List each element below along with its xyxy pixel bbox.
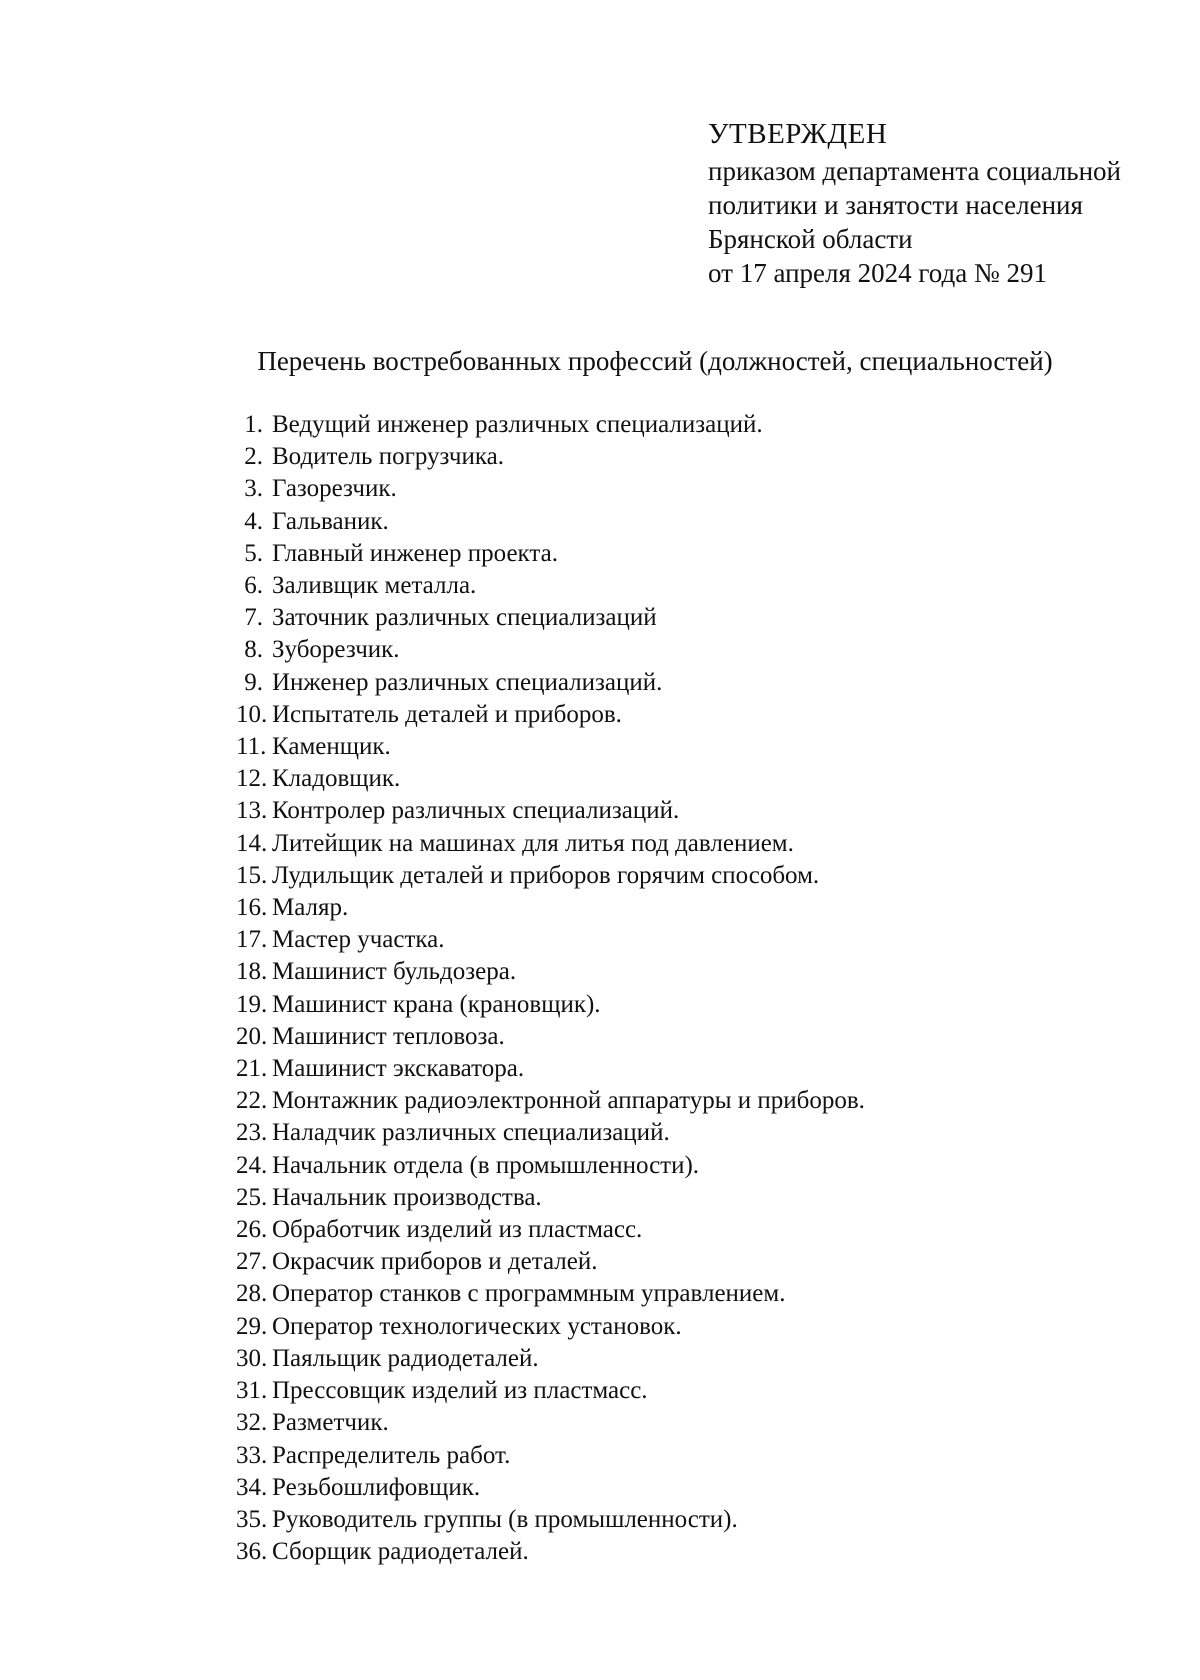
list-item-text: Машинист экскаватора. xyxy=(272,1055,525,1083)
list-item-number: 9. xyxy=(244,668,263,696)
list-item xyxy=(236,538,865,570)
list-item-text: Водитель погрузчика. xyxy=(272,443,504,471)
list-item-text: Машинист бульдозера. xyxy=(272,958,517,986)
list-item-number: 1. xyxy=(244,411,263,438)
approval-line: приказом департамента социальной xyxy=(708,156,1122,186)
profession-list xyxy=(236,409,865,1568)
list-item xyxy=(236,989,865,1021)
list-item-text: Начальник производства. xyxy=(272,1183,542,1211)
list-item-number: 14. xyxy=(236,829,268,857)
list-item-text: Контролер различных специализаций. xyxy=(272,797,680,825)
list-item xyxy=(236,1278,865,1310)
list-item xyxy=(236,892,865,924)
list-item-number: 6. xyxy=(244,572,263,600)
list-item-number: 27. xyxy=(236,1248,268,1276)
list-item-number: 17. xyxy=(236,926,268,954)
list-item xyxy=(236,1343,865,1375)
list-item-text: Зуборезчик. xyxy=(272,636,400,664)
list-item-text: Маляр. xyxy=(272,894,349,922)
list-item xyxy=(236,634,865,666)
document-title: Перечень востребованных профессий (должностей, специальностей) xyxy=(257,346,1053,376)
list-item-text: Газорезчик. xyxy=(272,475,397,503)
list-item-number: 12. xyxy=(236,765,268,793)
list-item-number: 7. xyxy=(244,604,263,632)
list-item xyxy=(236,1311,865,1343)
list-item-text: Заточник различных специализаций xyxy=(272,604,657,632)
list-item xyxy=(236,506,865,538)
list-item-text: Машинист тепловоза. xyxy=(272,1022,505,1050)
list-item xyxy=(236,763,865,795)
list-item xyxy=(236,1504,865,1536)
list-item xyxy=(236,1214,865,1246)
list-item xyxy=(236,473,865,505)
list-item-text: Резьбошлифовщик. xyxy=(272,1473,481,1501)
list-item-number: 11. xyxy=(236,733,267,761)
list-item-text: Распределитель работ. xyxy=(272,1441,511,1469)
list-item-number: 8. xyxy=(244,636,263,664)
list-item-text: Разметчик. xyxy=(272,1409,389,1437)
list-item xyxy=(236,731,865,763)
approval-stamp: УТВЕРЖДЕН xyxy=(708,118,888,150)
approval-line: политики и занятости населения xyxy=(708,190,1083,220)
list-item-number: 26. xyxy=(236,1216,268,1244)
list-item-number: 2. xyxy=(244,443,263,471)
list-item-text: Гальваник. xyxy=(272,507,389,535)
list-item-number: 20. xyxy=(236,1022,268,1050)
list-item xyxy=(236,1407,865,1439)
list-item xyxy=(236,1085,865,1117)
list-item xyxy=(236,1182,865,1214)
list-item xyxy=(236,1536,865,1568)
list-item xyxy=(236,1375,865,1407)
approval-block xyxy=(708,114,1121,290)
list-item-number: 21. xyxy=(236,1055,268,1083)
list-item-number: 15. xyxy=(236,861,268,889)
list-item-number: 24. xyxy=(236,1151,268,1179)
approval-line: от 17 апреля 2024 года № 291 xyxy=(708,258,1048,288)
list-item xyxy=(236,924,865,956)
list-item xyxy=(236,602,865,634)
approval-line: Брянской области xyxy=(708,224,913,254)
list-item xyxy=(236,1246,865,1278)
list-item-text: Литейщик на машинах для литья под давлением. xyxy=(272,829,794,857)
list-item-text: Инженер различных специализаций. xyxy=(272,668,663,696)
list-item-number: 31. xyxy=(236,1377,268,1405)
list-item-text: Испытатель деталей и приборов. xyxy=(272,700,622,728)
list-item-text: Ведущий инженер различных специализаций. xyxy=(272,411,763,438)
list-item xyxy=(236,409,865,441)
list-item-text: Оператор технологических установок. xyxy=(272,1312,682,1340)
list-item xyxy=(236,441,865,473)
list-item-text: Кладовщик. xyxy=(272,765,401,793)
list-item-number: 4. xyxy=(244,507,263,535)
list-item-text: Главный инженер проекта. xyxy=(272,539,558,567)
list-item xyxy=(236,667,865,699)
list-item-number: 36. xyxy=(236,1538,268,1566)
list-item-text: Заливщик металла. xyxy=(272,572,477,600)
list-item xyxy=(236,828,865,860)
list-item-number: 18. xyxy=(236,958,268,986)
list-item xyxy=(236,956,865,988)
list-item-text: Прессовщик изделий из пластмасс. xyxy=(272,1377,648,1405)
list-item-text: Начальник отдела (в промышленности). xyxy=(272,1151,700,1179)
list-item xyxy=(236,1440,865,1472)
list-item-text: Монтажник радиоэлектронной аппаратуры и приборов. xyxy=(272,1087,865,1115)
list-item-text: Каменщик. xyxy=(272,733,391,761)
list-item xyxy=(236,795,865,827)
list-item xyxy=(236,1117,865,1149)
list-item-number: 34. xyxy=(236,1473,268,1501)
list-item-number: 13. xyxy=(236,797,268,825)
list-item xyxy=(236,1021,865,1053)
list-item xyxy=(236,1150,865,1182)
list-item-number: 30. xyxy=(236,1344,268,1372)
list-item-number: 28. xyxy=(236,1280,268,1308)
list-item-text: Сборщик радиодеталей. xyxy=(272,1538,529,1566)
list-item-text: Руководитель группы (в промышленности). xyxy=(272,1505,738,1533)
list-item-text: Мастер участка. xyxy=(272,926,445,954)
list-item xyxy=(236,699,865,731)
list-item xyxy=(236,570,865,602)
list-item-number: 23. xyxy=(236,1119,268,1147)
list-item-number: 5. xyxy=(244,539,263,567)
list-item-text: Наладчик различных специализаций. xyxy=(272,1119,670,1147)
list-item-text: Лудильщик деталей и приборов горячим способом. xyxy=(272,861,820,889)
list-item-text: Обработчик изделий из пластмасс. xyxy=(272,1216,643,1244)
list-item-number: 35. xyxy=(236,1505,268,1533)
list-item-text: Оператор станков с программным управлением. xyxy=(272,1280,786,1308)
list-item-number: 25. xyxy=(236,1183,268,1211)
list-item xyxy=(236,1472,865,1504)
list-item-number: 16. xyxy=(236,894,268,922)
list-item-text: Паяльщик радиодеталей. xyxy=(272,1344,539,1372)
list-item-number: 19. xyxy=(236,990,268,1018)
list-item xyxy=(236,860,865,892)
list-item-text: Машинист крана (крановщик). xyxy=(272,990,601,1018)
list-item-number: 33. xyxy=(236,1441,268,1469)
list-item-number: 3. xyxy=(244,475,263,503)
list-item-number: 32. xyxy=(236,1409,268,1437)
list-item-number: 10. xyxy=(236,700,268,728)
list-item-number: 29. xyxy=(236,1312,268,1340)
list-item-text: Окрасчик приборов и деталей. xyxy=(272,1248,598,1276)
list-item xyxy=(236,1053,865,1085)
list-item-number: 22. xyxy=(236,1087,268,1115)
